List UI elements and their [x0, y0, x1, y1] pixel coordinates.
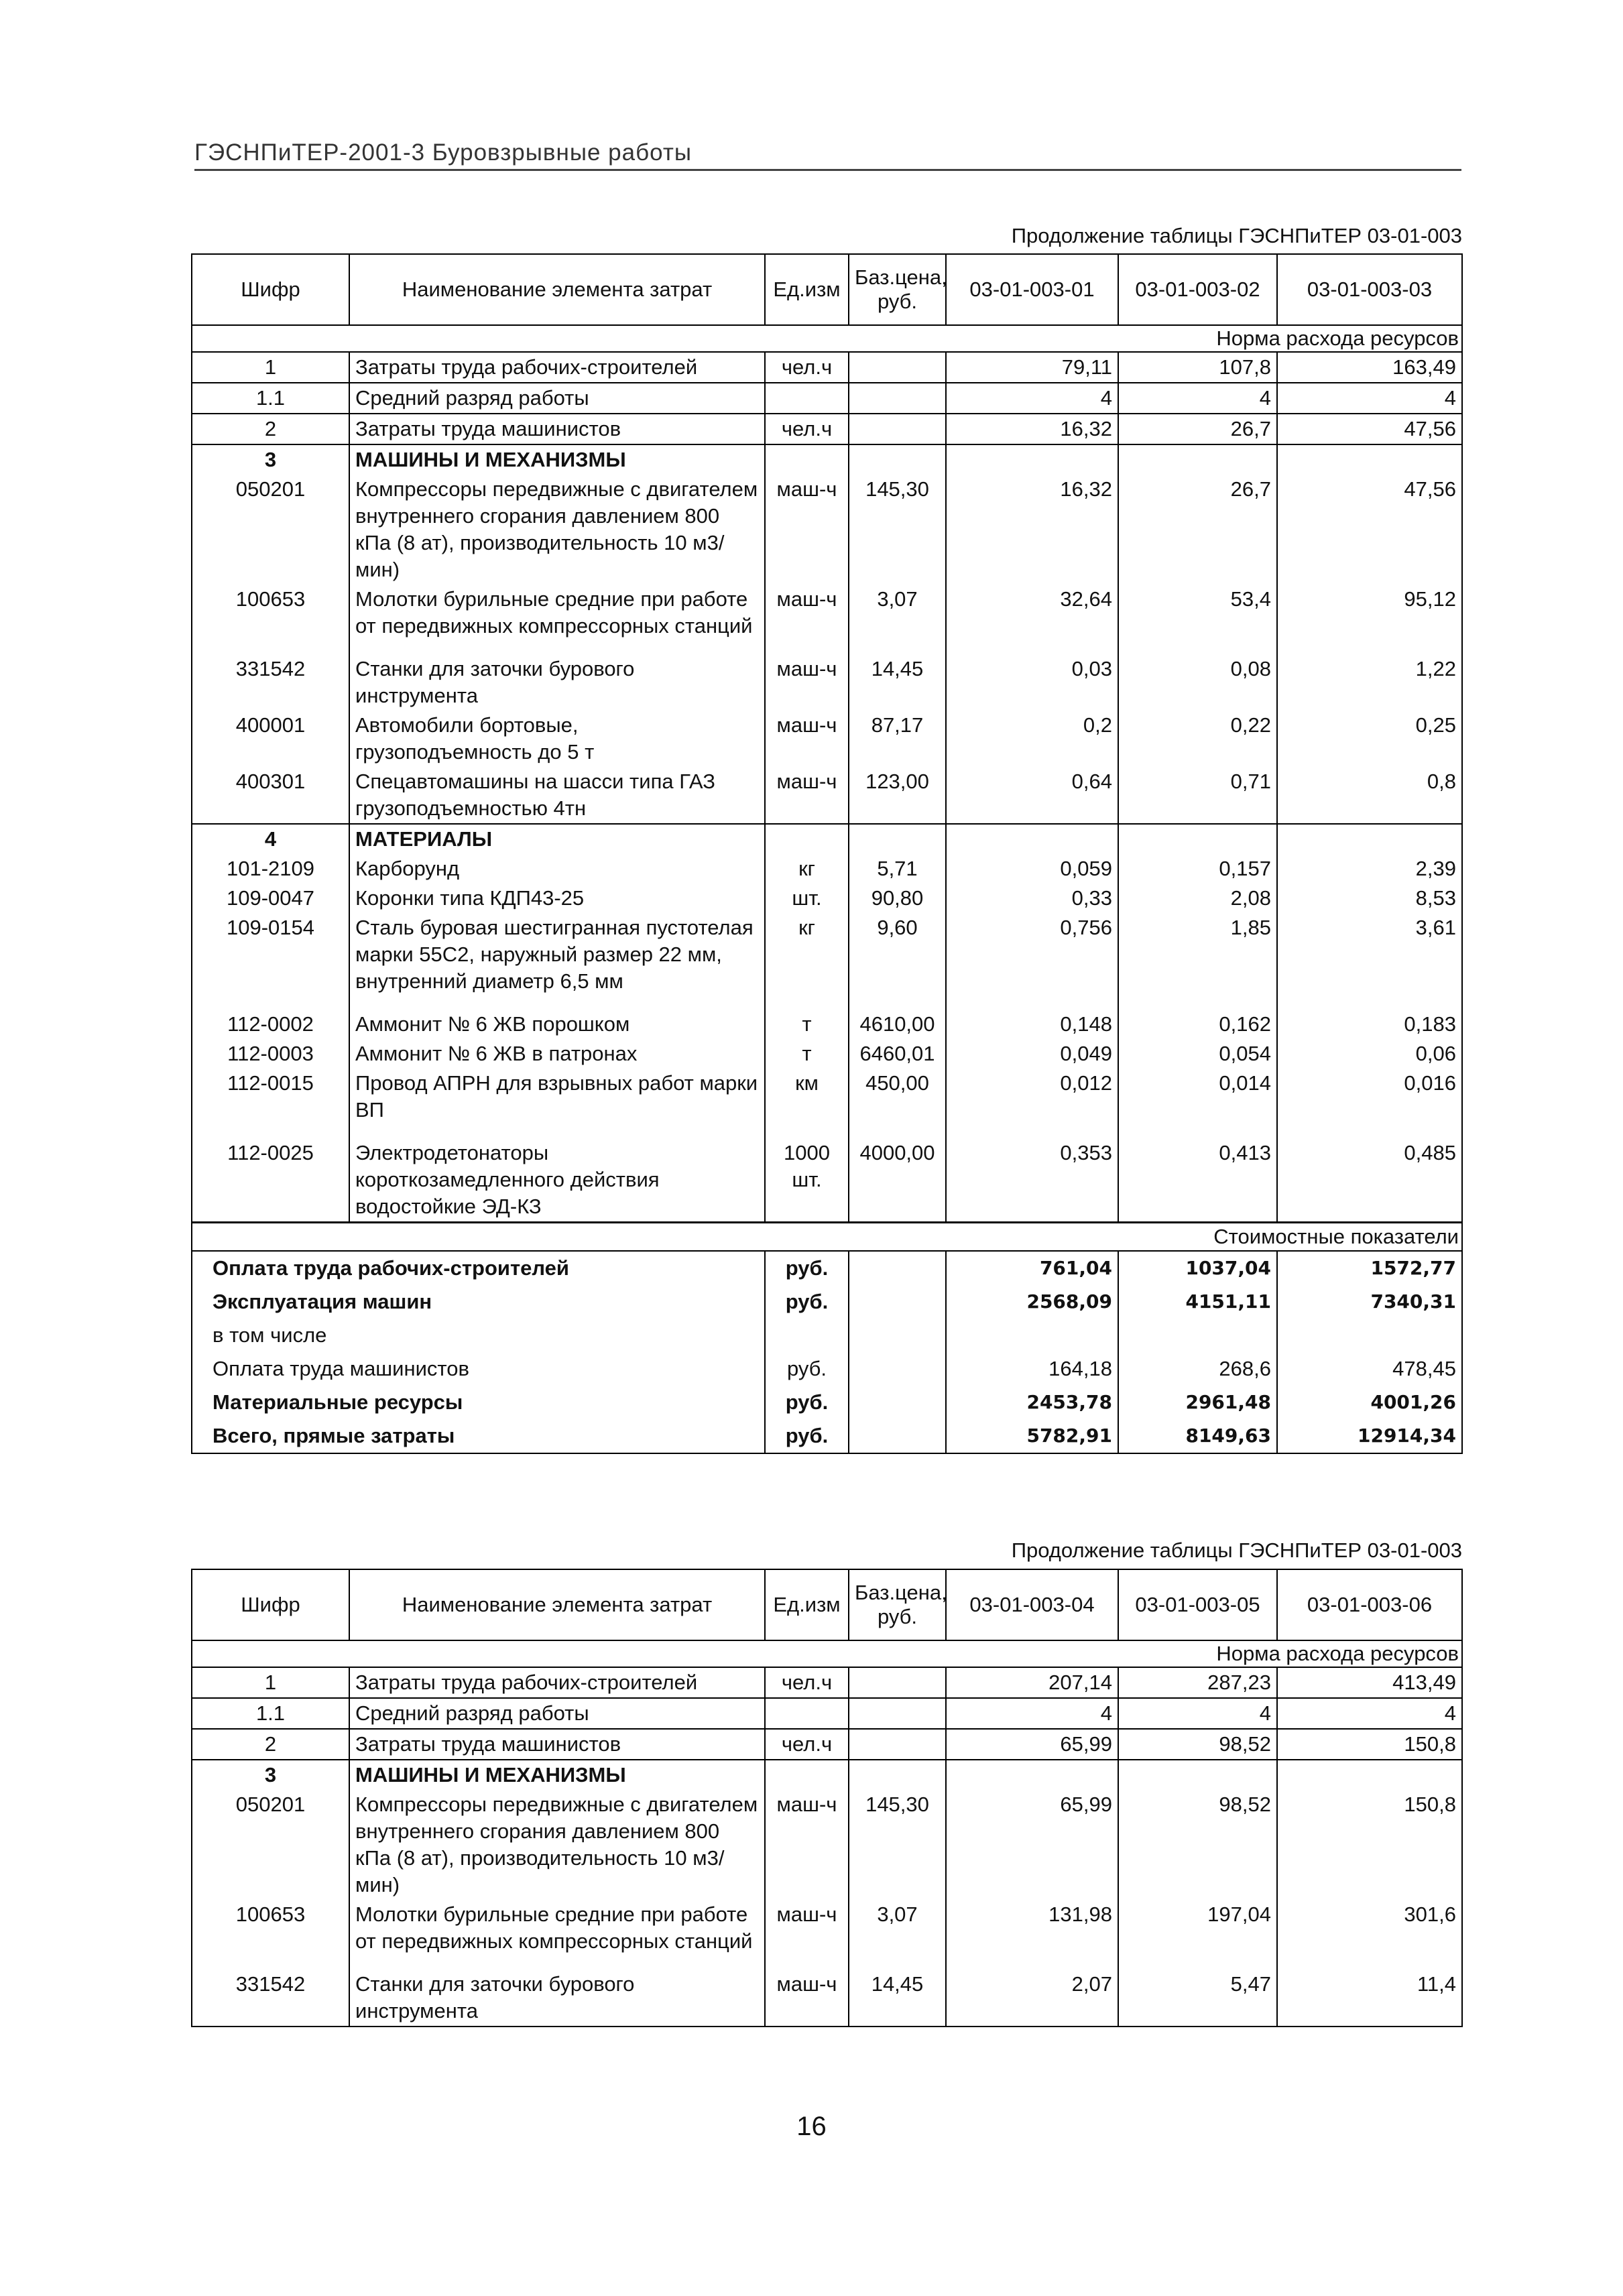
- value-col-3: 413,49: [1277, 1667, 1462, 1698]
- resource-code: 112-0025: [192, 1125, 349, 1223]
- value-col-1: 0,64: [946, 767, 1118, 824]
- col-code-2-header: 03-01-003-02: [1118, 254, 1277, 325]
- value-col-1: 0,012: [946, 1069, 1118, 1125]
- resource-price: 145,30: [849, 1790, 946, 1900]
- cost-row: [192, 1285, 1462, 1319]
- resource-unit: маш-ч: [765, 711, 849, 767]
- resource-name: Компрессоры передвижные с двигателем внутреннего сгорания давлением 800 кПа (8 ат), производительность 10 м3/мин): [349, 1790, 765, 1900]
- table-row: [192, 884, 1462, 913]
- table-row: [192, 444, 1462, 475]
- resource-name: Сталь буровая шестигранная пустотелая марки 55С2, наружный размер 22 мм, внутренний диаметр 6,5 мм: [349, 913, 765, 996]
- table1-header-row: [192, 254, 1462, 325]
- value-col-3: 4: [1277, 1698, 1462, 1729]
- value-col-1: 79,11: [946, 352, 1118, 383]
- cost-value-3: 478,45: [1277, 1352, 1462, 1386]
- value-col-1: 32,64: [946, 585, 1118, 641]
- resource-price: [849, 414, 946, 444]
- cost-row: [192, 1352, 1462, 1386]
- col-code-1-header: 03-01-003-01: [946, 254, 1118, 325]
- resource-code: 2: [192, 1729, 349, 1760]
- value-col-2: 107,8: [1118, 352, 1277, 383]
- table-row: [192, 1790, 1462, 1900]
- value-col-1: [946, 1760, 1118, 1790]
- cost-row: [192, 1386, 1462, 1419]
- table-row: [192, 854, 1462, 884]
- resource-name: Молотки бурильные средние при работе от передвижных компрессорных станций: [349, 1900, 765, 1956]
- value-col-3: 0,183: [1277, 996, 1462, 1039]
- value-col-1: 0,049: [946, 1039, 1118, 1069]
- resource-price: [849, 1667, 946, 1698]
- resource-unit: [765, 444, 849, 475]
- value-col-2: 0,157: [1118, 854, 1277, 884]
- table-row: [192, 1069, 1462, 1125]
- value-col-2: 2,08: [1118, 884, 1277, 913]
- resource-name: Затраты труда рабочих-строителей: [349, 352, 765, 383]
- cost-price-empty: [849, 1251, 946, 1285]
- resource-name: Средний разряд работы: [349, 1698, 765, 1729]
- resource-price: [849, 824, 946, 854]
- value-col-1: [946, 824, 1118, 854]
- table2-header-row: [192, 1569, 1462, 1640]
- resource-unit: маш-ч: [765, 1956, 849, 2027]
- value-col-1: 0,353: [946, 1125, 1118, 1223]
- value-col-1: 131,98: [946, 1900, 1118, 1956]
- resource-price: 450,00: [849, 1069, 946, 1125]
- value-col-1: 16,32: [946, 414, 1118, 444]
- table2-caption: Продолжение таблицы ГЭСНПиТЕР 03-01-003: [1011, 1538, 1462, 1562]
- value-col-2: 98,52: [1118, 1729, 1277, 1760]
- value-col-2: 0,22: [1118, 711, 1277, 767]
- cost-label: Материальные ресурсы: [192, 1386, 765, 1419]
- value-col-1: 65,99: [946, 1790, 1118, 1900]
- table2-body: [192, 1640, 1462, 2027]
- value-col-1: 0,756: [946, 913, 1118, 996]
- resource-price: 4610,00: [849, 996, 946, 1039]
- resource-unit: маш-ч: [765, 767, 849, 824]
- value-col-2: 5,47: [1118, 1956, 1277, 2027]
- value-col-1: 207,14: [946, 1667, 1118, 1698]
- resource-unit: чел.ч: [765, 1729, 849, 1760]
- cost-value-2: 4151,11: [1118, 1285, 1277, 1319]
- resource-name: Спецавтомашины на шасси типа ГАЗ грузоподъемностью 4тн: [349, 767, 765, 824]
- resource-code: 331542: [192, 641, 349, 711]
- cost-unit: руб.: [765, 1419, 849, 1453]
- resource-name: МАШИНЫ И МЕХАНИЗМЫ: [349, 1760, 765, 1790]
- cost-value-2: 8149,63: [1118, 1419, 1277, 1453]
- value-col-3: 150,8: [1277, 1729, 1462, 1760]
- cost-value-1: 5782,91: [946, 1419, 1118, 1453]
- cost-value-1: [946, 1319, 1118, 1352]
- col-unit-header: Ед.изм: [765, 1569, 849, 1640]
- resource-price: [849, 1698, 946, 1729]
- resource-price: 87,17: [849, 711, 946, 767]
- resource-price: 4000,00: [849, 1125, 946, 1223]
- value-col-3: [1277, 1760, 1462, 1790]
- value-col-3: 11,4: [1277, 1956, 1462, 2027]
- resource-name: Средний разряд работы: [349, 383, 765, 414]
- cost-value-2: 2961,48: [1118, 1386, 1277, 1419]
- cost-value-3: 4001,26: [1277, 1386, 1462, 1419]
- resource-name: Провод АПРН для взрывных работ марки ВП: [349, 1069, 765, 1125]
- value-col-2: [1118, 1760, 1277, 1790]
- value-col-3: 3,61: [1277, 913, 1462, 996]
- value-col-2: 4: [1118, 383, 1277, 414]
- resource-unit: кг: [765, 854, 849, 884]
- resource-unit: [765, 1698, 849, 1729]
- cost-unit: руб.: [765, 1251, 849, 1285]
- table1-body: [192, 325, 1462, 1453]
- resource-unit: км: [765, 1069, 849, 1125]
- table1: [191, 253, 1463, 1454]
- table-row: [192, 996, 1462, 1039]
- resource-code: 2: [192, 414, 349, 444]
- resource-name: Электродетонаторы короткозамедленного действия водостойкие ЭД-КЗ: [349, 1125, 765, 1223]
- resource-unit: маш-ч: [765, 475, 849, 585]
- page-number: 16: [796, 2112, 827, 2141]
- resource-code: 1.1: [192, 383, 349, 414]
- value-col-3: 47,56: [1277, 414, 1462, 444]
- cost-row: [192, 1319, 1462, 1352]
- resource-price: [849, 1760, 946, 1790]
- table-row: [192, 1698, 1462, 1729]
- resource-unit: т: [765, 996, 849, 1039]
- value-col-3: 95,12: [1277, 585, 1462, 641]
- table-row: [192, 1667, 1462, 1698]
- resource-price: 14,45: [849, 641, 946, 711]
- value-col-2: 0,162: [1118, 996, 1277, 1039]
- value-col-1: 0,03: [946, 641, 1118, 711]
- resource-price: [849, 444, 946, 475]
- resource-code: 1: [192, 352, 349, 383]
- resource-name: Аммонит № 6 ЖВ в патронах: [349, 1039, 765, 1069]
- table-row: [192, 1900, 1462, 1956]
- resource-unit: 1000 шт.: [765, 1125, 849, 1223]
- cost-price-empty: [849, 1319, 946, 1352]
- resource-code: 1.1: [192, 1698, 349, 1729]
- value-col-1: 4: [946, 383, 1118, 414]
- value-col-3: 0,25: [1277, 711, 1462, 767]
- resource-unit: маш-ч: [765, 585, 849, 641]
- resource-code: 4: [192, 824, 349, 854]
- resource-code: 331542: [192, 1956, 349, 2027]
- value-col-2: 0,08: [1118, 641, 1277, 711]
- cost-value-1: 2568,09: [946, 1285, 1118, 1319]
- resource-name: Станки для заточки бурового инструмента: [349, 641, 765, 711]
- resource-code: 400301: [192, 767, 349, 824]
- value-col-3: 163,49: [1277, 352, 1462, 383]
- resource-price: 123,00: [849, 767, 946, 824]
- cost-label: Оплата труда рабочих-строителей: [192, 1251, 765, 1285]
- value-col-1: 4: [946, 1698, 1118, 1729]
- resource-unit: т: [765, 1039, 849, 1069]
- col-price-header: Баз.цена, руб.: [849, 254, 946, 325]
- col-code-5-header: 03-01-003-05: [1118, 1569, 1277, 1640]
- col-code-4-header: 03-01-003-04: [946, 1569, 1118, 1640]
- cost-value-1: 761,04: [946, 1251, 1118, 1285]
- table-row: [192, 1125, 1462, 1223]
- resource-code: 109-0154: [192, 913, 349, 996]
- table-row: [192, 913, 1462, 996]
- value-col-2: 53,4: [1118, 585, 1277, 641]
- cost-unit: руб.: [765, 1352, 849, 1386]
- cost-value-2: 268,6: [1118, 1352, 1277, 1386]
- value-col-3: 1,22: [1277, 641, 1462, 711]
- cost-label: в том числе: [192, 1319, 765, 1352]
- cost-unit: [765, 1319, 849, 1352]
- table-row: [192, 641, 1462, 711]
- norm-label: Норма расхода ресурсов: [192, 1640, 1462, 1667]
- resource-price: 3,07: [849, 1900, 946, 1956]
- resource-name: Коронки типа КДП43-25: [349, 884, 765, 913]
- page-header: ГЭСНПиТЕР-2001-3 Буровзрывные работы: [194, 139, 1461, 171]
- table-row: [192, 767, 1462, 824]
- norm-row: [192, 1640, 1462, 1667]
- resource-code: 109-0047: [192, 884, 349, 913]
- resource-unit: чел.ч: [765, 414, 849, 444]
- resource-code: 112-0015: [192, 1069, 349, 1125]
- value-col-3: 2,39: [1277, 854, 1462, 884]
- value-col-3: [1277, 824, 1462, 854]
- value-col-3: [1277, 444, 1462, 475]
- cost-price-empty: [849, 1386, 946, 1419]
- resource-code: 1: [192, 1667, 349, 1698]
- value-col-3: 47,56: [1277, 475, 1462, 585]
- table2: [191, 1569, 1463, 2027]
- resource-unit: кг: [765, 913, 849, 996]
- resource-price: 9,60: [849, 913, 946, 996]
- value-col-2: 1,85: [1118, 913, 1277, 996]
- value-col-1: 2,07: [946, 1956, 1118, 2027]
- cost-label: Оплата труда машинистов: [192, 1352, 765, 1386]
- value-col-3: 0,485: [1277, 1125, 1462, 1223]
- cost-price-empty: [849, 1285, 946, 1319]
- resource-code: 400001: [192, 711, 349, 767]
- resource-price: 90,80: [849, 884, 946, 913]
- cost-value-3: 7340,31: [1277, 1285, 1462, 1319]
- table-row: [192, 475, 1462, 585]
- cost-value-3: 12914,34: [1277, 1419, 1462, 1453]
- resource-name: Компрессоры передвижные с двигателем внутреннего сгорания давлением 800 кПа (8 ат), производительность 10 м3/мин): [349, 475, 765, 585]
- table-row: [192, 1039, 1462, 1069]
- cost-price-empty: [849, 1352, 946, 1386]
- cost-label: Всего, прямые затраты: [192, 1419, 765, 1453]
- resource-code: 050201: [192, 475, 349, 585]
- col-name-header: Наименование элемента затрат: [349, 1569, 765, 1640]
- resource-price: [849, 1729, 946, 1760]
- col-price-header: Баз.цена, руб.: [849, 1569, 946, 1640]
- resource-unit: чел.ч: [765, 352, 849, 383]
- resource-name: МАТЕРИАЛЫ: [349, 824, 765, 854]
- resource-name: Автомобили бортовые, грузоподъемность до 5 т: [349, 711, 765, 767]
- resource-code: 112-0002: [192, 996, 349, 1039]
- resource-price: 5,71: [849, 854, 946, 884]
- resource-name: Станки для заточки бурового инструмента: [349, 1956, 765, 2027]
- cost-value-2: [1118, 1319, 1277, 1352]
- cost-value-2: 1037,04: [1118, 1251, 1277, 1285]
- table-row: [192, 383, 1462, 414]
- value-col-1: 0,33: [946, 884, 1118, 913]
- value-col-2: 26,7: [1118, 475, 1277, 585]
- table-row: [192, 1760, 1462, 1790]
- resource-name: МАШИНЫ И МЕХАНИЗМЫ: [349, 444, 765, 475]
- resource-price: [849, 383, 946, 414]
- value-col-3: 0,06: [1277, 1039, 1462, 1069]
- resource-unit: чел.ч: [765, 1667, 849, 1698]
- resource-price: [849, 352, 946, 383]
- resource-code: 3: [192, 444, 349, 475]
- table1-caption: Продолжение таблицы ГЭСНПиТЕР 03-01-003: [1011, 224, 1462, 247]
- resource-name: Карборунд: [349, 854, 765, 884]
- value-col-2: 26,7: [1118, 414, 1277, 444]
- value-col-2: 0,413: [1118, 1125, 1277, 1223]
- table-row: [192, 711, 1462, 767]
- cost-row: [192, 1419, 1462, 1453]
- resource-code: 3: [192, 1760, 349, 1790]
- norm-label: Норма расхода ресурсов: [192, 325, 1462, 352]
- resource-name: Затраты труда рабочих-строителей: [349, 1667, 765, 1698]
- col-unit-header: Ед.изм: [765, 254, 849, 325]
- col-code-6-header: 03-01-003-06: [1277, 1569, 1462, 1640]
- value-col-1: 0,2: [946, 711, 1118, 767]
- value-col-2: 197,04: [1118, 1900, 1277, 1956]
- resource-price: 3,07: [849, 585, 946, 641]
- value-col-1: [946, 444, 1118, 475]
- cost-label: Стоимостные показатели: [192, 1223, 1462, 1252]
- resource-code: 100653: [192, 585, 349, 641]
- value-col-2: 0,054: [1118, 1039, 1277, 1069]
- value-col-2: 0,014: [1118, 1069, 1277, 1125]
- value-col-2: 287,23: [1118, 1667, 1277, 1698]
- cost-value-1: 2453,78: [946, 1386, 1118, 1419]
- norm-row: [192, 325, 1462, 352]
- value-col-3: 150,8: [1277, 1790, 1462, 1900]
- value-col-3: 4: [1277, 383, 1462, 414]
- cost-row: [192, 1251, 1462, 1285]
- cost-unit: руб.: [765, 1386, 849, 1419]
- table-row: [192, 1956, 1462, 2027]
- table-row: [192, 824, 1462, 854]
- resource-name: Молотки бурильные средние при работе от передвижных компрессорных станций: [349, 585, 765, 641]
- col-code-3-header: 03-01-003-03: [1277, 254, 1462, 325]
- value-col-1: 0,059: [946, 854, 1118, 884]
- resource-unit: маш-ч: [765, 1790, 849, 1900]
- value-col-1: 0,148: [946, 996, 1118, 1039]
- value-col-3: 0,8: [1277, 767, 1462, 824]
- value-col-2: 4: [1118, 1698, 1277, 1729]
- col-code-header: Шифр: [192, 1569, 349, 1640]
- resource-name: Затраты труда машинистов: [349, 1729, 765, 1760]
- resource-unit: маш-ч: [765, 641, 849, 711]
- cost-value-1: 164,18: [946, 1352, 1118, 1386]
- table-row: [192, 352, 1462, 383]
- cost-price-empty: [849, 1419, 946, 1453]
- resource-unit: [765, 383, 849, 414]
- value-col-2: [1118, 824, 1277, 854]
- resource-name: Аммонит № 6 ЖВ порошком: [349, 996, 765, 1039]
- resource-unit: [765, 1760, 849, 1790]
- value-col-1: 16,32: [946, 475, 1118, 585]
- cost-label: Эксплуатация машин: [192, 1285, 765, 1319]
- resource-price: 14,45: [849, 1956, 946, 2027]
- value-col-3: 8,53: [1277, 884, 1462, 913]
- table-row: [192, 585, 1462, 641]
- resource-code: 101-2109: [192, 854, 349, 884]
- cost-unit: руб.: [765, 1285, 849, 1319]
- value-col-3: 301,6: [1277, 1900, 1462, 1956]
- resource-unit: маш-ч: [765, 1900, 849, 1956]
- value-col-2: 0,71: [1118, 767, 1277, 824]
- table-row: [192, 1729, 1462, 1760]
- resource-code: 112-0003: [192, 1039, 349, 1069]
- cost-value-3: [1277, 1319, 1462, 1352]
- value-col-3: 0,016: [1277, 1069, 1462, 1125]
- resource-price: 6460,01: [849, 1039, 946, 1069]
- value-col-2: [1118, 444, 1277, 475]
- cost-header-row: [192, 1223, 1462, 1252]
- col-name-header: Наименование элемента затрат: [349, 254, 765, 325]
- resource-name: Затраты труда машинистов: [349, 414, 765, 444]
- value-col-1: 65,99: [946, 1729, 1118, 1760]
- cost-value-3: 1572,77: [1277, 1251, 1462, 1285]
- resource-unit: шт.: [765, 884, 849, 913]
- resource-price: 145,30: [849, 475, 946, 585]
- table-row: [192, 414, 1462, 444]
- resource-unit: [765, 824, 849, 854]
- resource-code: 100653: [192, 1900, 349, 1956]
- col-code-header: Шифр: [192, 254, 349, 325]
- resource-code: 050201: [192, 1790, 349, 1900]
- value-col-2: 98,52: [1118, 1790, 1277, 1900]
